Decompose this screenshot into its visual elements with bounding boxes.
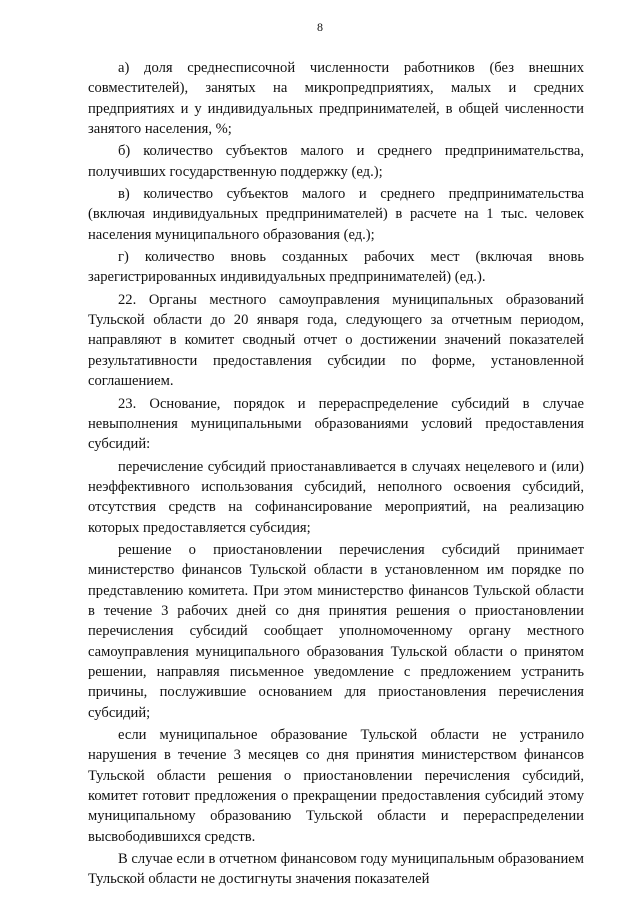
paragraph-redistribution: если муниципальное образование Тульской области не устранило нарушения в течение 3 месяцев со дня принятия министерством финансов Тульской области решения о приостановлении перечисления субсидий, комитет готовит предложения о прекращении предоставления субсидий этому муниципальному образованию Тульской области и перераспределении высвободившихся средств. [88,727,584,845]
paragraph-item-b: б) количество субъектов малого и среднего предпринимательства, получивших государственную поддержку (ед.); [88,143,584,180]
paragraph-clause-22: 22. Органы местного самоуправления муниципальных образований Тульской области до 20 января года, следующего за отчетным периодом, направляют в комитет сводный отчет о достижении значений показателей результативности предоставления субсидии по форме, установленной соглашением. [88,291,584,390]
paragraph-item-a: а) доля среднесписочной численности работников (без внешних совместителей), занятых на микропредприятиях, малых и средних предприятиях и у индивидуальных предпринимателей, в общей численности занятого населения, %; [88,60,584,138]
document-body [88,58,584,890]
page-number: 8 [317,20,323,34]
paragraph-clause-23: 23. Основание, порядок и перераспределение субсидий в случае невыполнения муниципальными образованиями условий предоставления субсидий: [88,395,584,453]
paragraph-suspension-cases: перечисление субсидий приостанавливается в случаях нецелевого и (или) неэффективного использования субсидий, неполного освоения субсидий, отсутствия средств на софинансирование мероприятий, на реализацию которых предоставляется субсидия; [88,458,584,536]
paragraph-suspension-decision: решение о приостановлении перечисления субсидий принимает министерство финансов Тульской области в установленном им порядке по представлению комитета. При этом министерство финансов Тульской области в течение 3 рабочих дней со дня принятия решения о приостановлении перечисления субсидий сообщает уполномоченному органу местного самоуправления муниципального образования Тульской области о принятом решении, направляя письменное уведомление с предложением устранить причины, послужившие основанием для приостановления перечисления субсидий; [88,541,584,721]
paragraph-indicators-not-achieved: В случае если в отчетном финансовом году муниципальным образованием Тульской области не достигнуты значения показателей [88,851,584,888]
paragraph-item-g: г) количество вновь созданных рабочих мест (включая вновь зарегистрированных индивидуальных предпринимателей) (ед.). [88,249,584,286]
paragraph-item-v: в) количество субъектов малого и среднего предпринимательства (включая индивидуальных предпринимателей) в расчете на 1 тыс. человек населения муниципального образования (ед.); [88,186,584,243]
